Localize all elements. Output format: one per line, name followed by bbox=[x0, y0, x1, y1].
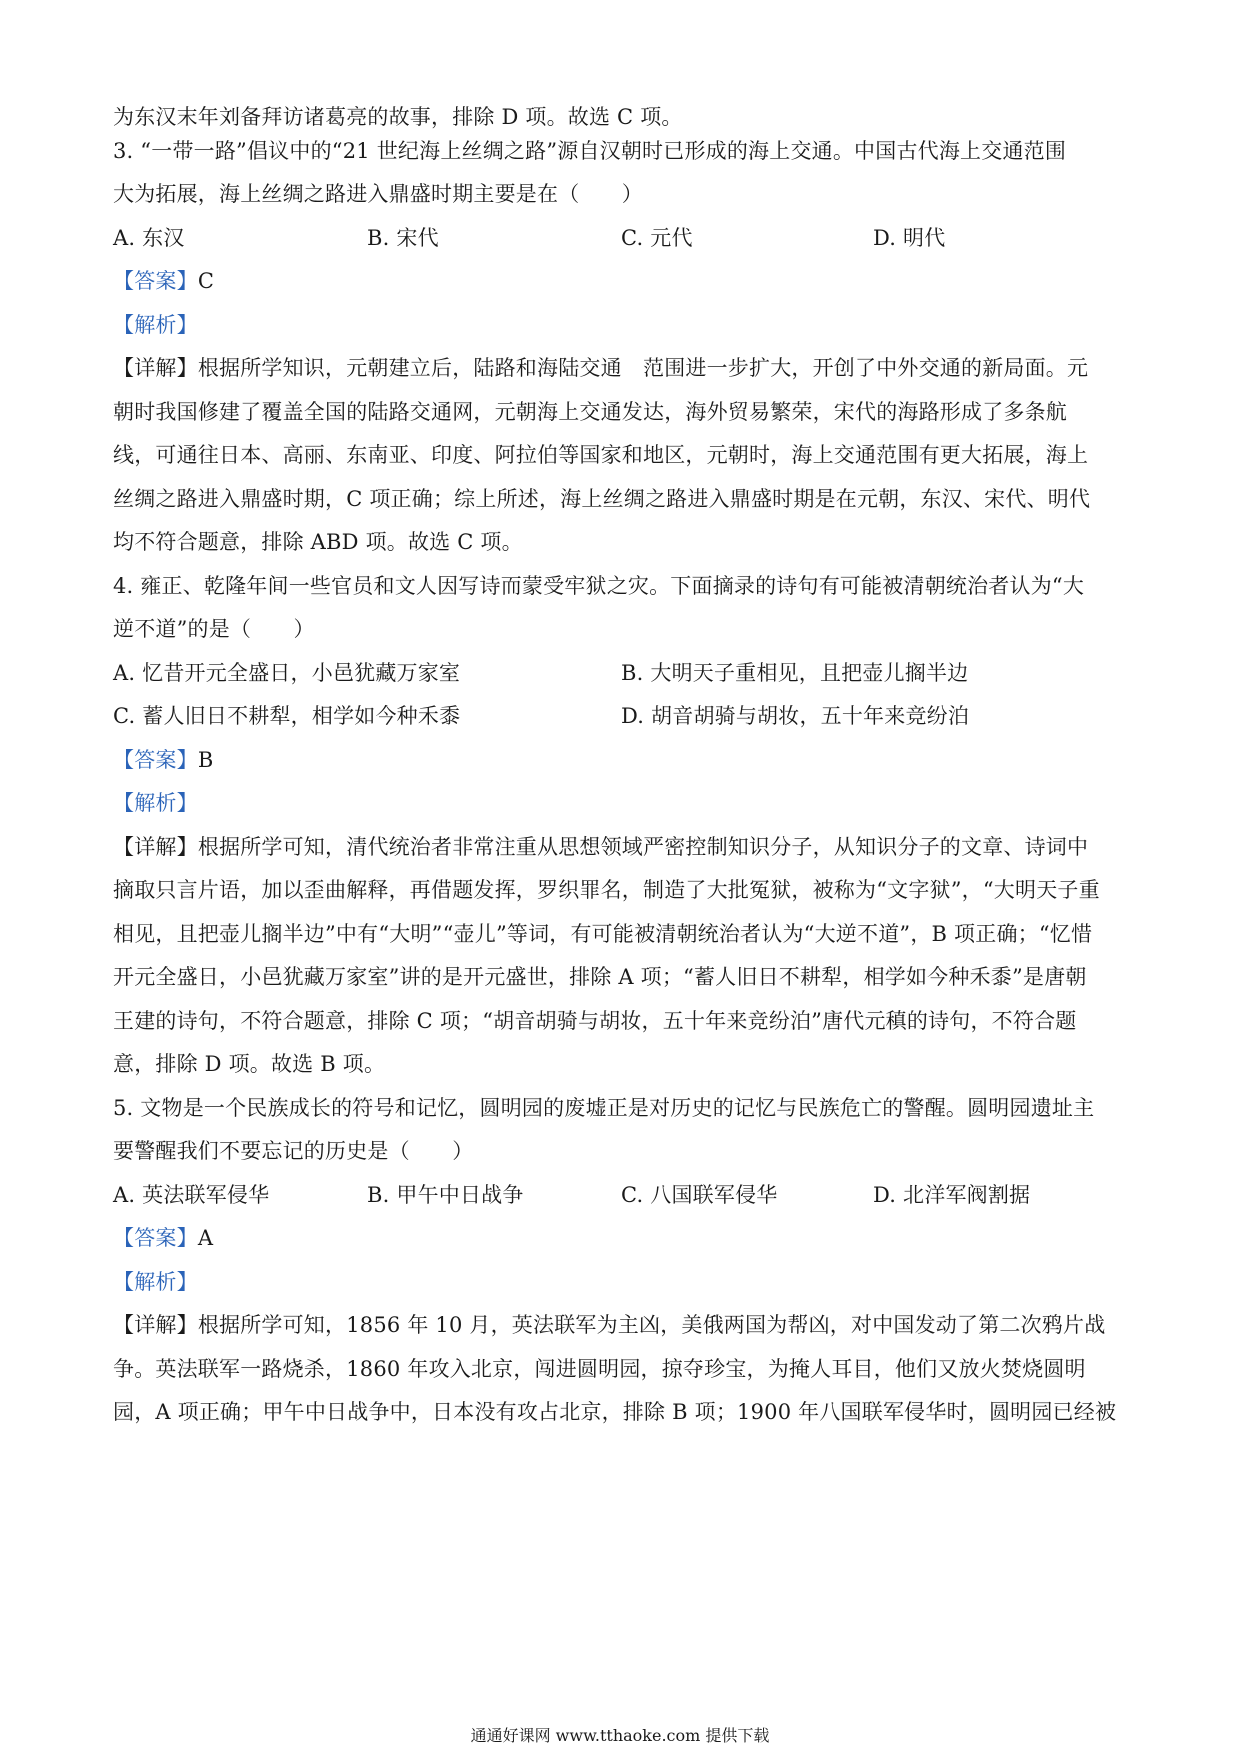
option-b: B. 甲午中日战争 bbox=[367, 1183, 524, 1207]
option-d: D. 北洋军阀割据 bbox=[873, 1183, 1031, 1207]
text-line: 意，排除 D 项。故选 B 项。 bbox=[113, 1052, 386, 1076]
option-a: A. 英法联军侵华 bbox=[113, 1183, 270, 1207]
answer-label: 【答案】 bbox=[113, 1226, 198, 1250]
detail-label: 【详解】 bbox=[113, 1313, 198, 1337]
text-line: 摘取只言片语，加以歪曲解释，再借题发挥，罗织罪名，制造了大批冤狱，被称为“文字狱”，“大明天子重 bbox=[113, 878, 1100, 902]
detail-line: 【详解】根据所学可知，清代统治者非常注重从思想领域严密控制知识分子，从知识分子的文章、诗词中 bbox=[113, 835, 1089, 859]
text-line: 均不符合题意，排除 ABD 项。故选 C 项。 bbox=[113, 530, 523, 554]
detail-line: 【详解】根据所学可知，1856 年 10 月，英法联军为主凶，美俄两国为帮凶，对中国发动了第二次鸦片战 bbox=[113, 1313, 1106, 1337]
text-line: 丝绸之路进入鼎盛时期，C 项正确；综上所述，海上丝绸之路进入鼎盛时期是在元朝，东汉、宋代、明代 bbox=[113, 487, 1091, 511]
text-line: 朝时我国修建了覆盖全国的陆路交通网，元朝海上交通发达，海外贸易繁荣，宋代的海路形成了多条航 bbox=[113, 400, 1067, 424]
question-3-stem-cont: 大为拓展，海上丝绸之路进入鼎盛时期主要是在（ ） bbox=[113, 182, 643, 206]
answer-label: 【答案】 bbox=[113, 748, 198, 772]
option-d: D. 胡音胡骑与胡妆，五十年来竞纷泊 bbox=[621, 704, 970, 728]
answer-line bbox=[113, 267, 1133, 295]
answer-line bbox=[113, 1224, 1133, 1252]
detail-label: 【详解】 bbox=[113, 356, 198, 380]
option-c: C. 元代 bbox=[621, 226, 693, 250]
question-5-stem: 5. 文物是一个民族成长的符号和记忆，圆明园的废墟正是对历史的记忆与民族危亡的警醒。圆明园遗址主 bbox=[113, 1096, 1095, 1120]
text-line: 为东汉末年刘备拜访诸葛亮的故事，排除 D 项。故选 C 项。 bbox=[113, 105, 683, 129]
analysis-label: 【解析】 bbox=[113, 791, 198, 815]
option-a: A. 忆昔开元全盛日，小邑犹藏万家室 bbox=[113, 661, 461, 685]
option-d: D. 明代 bbox=[873, 226, 946, 250]
page-footer: 通通好课网 www.tthaoke.com 提供下载 bbox=[470, 1726, 770, 1745]
answer-value: C bbox=[197, 269, 215, 293]
option-b: B. 宋代 bbox=[367, 226, 439, 250]
answer-value: A bbox=[197, 1226, 214, 1250]
option-c: C. 八国联军侵华 bbox=[621, 1183, 778, 1207]
text-line: 相见，且把壶儿搁半边”中有“大明”“壶儿”等词，有可能被清朝统治者认为“大逆不道”，B 项正确；“忆惜 bbox=[113, 922, 1093, 946]
answer-value: B bbox=[197, 748, 214, 772]
analysis-label: 【解析】 bbox=[113, 1270, 198, 1294]
question-4-stem: 4. 雍正、乾隆年间一些官员和文人因写诗而蒙受牢狱之灾。下面摘录的诗句有可能被清朝统治者认为“大 bbox=[113, 574, 1085, 598]
answer-line bbox=[113, 746, 1133, 774]
question-3-stem: 3. “一带一路”倡议中的“21 世纪海上丝绸之路”源自汉朝时已形成的海上交通。中国古代海上交通范围 bbox=[113, 139, 1067, 163]
detail-label: 【详解】 bbox=[113, 835, 198, 859]
answer-label: 【答案】 bbox=[113, 269, 198, 293]
text-line: 争。英法联军一路烧杀，1860 年攻入北京，闯进圆明园，掠夺珍宝，为掩人耳目，他们又放火焚烧圆明 bbox=[113, 1357, 1086, 1381]
text-line: 线，可通往日本、高丽、东南亚、印度、阿拉伯等国家和地区，元朝时，海上交通范围有更大拓展，海上 bbox=[113, 443, 1089, 467]
detail-line: 【详解】根据所学知识，元朝建立后，陆路和海陆交通 范围进一步扩大，开创了中外交通的新局面。元 bbox=[113, 356, 1089, 380]
analysis-label: 【解析】 bbox=[113, 313, 198, 337]
option-c: C. 蓄人旧日不耕犁，相学如今种禾黍 bbox=[113, 704, 461, 728]
question-4-stem-cont: 逆不道”的是（ ） bbox=[113, 617, 315, 641]
option-b: B. 大明天子重相见，且把壶儿搁半边 bbox=[621, 661, 969, 685]
text-line: 王建的诗句，不符合题意，排除 C 项；“胡音胡骑与胡妆，五十年来竞纷泊”唐代元稹的诗句，不符合题 bbox=[113, 1009, 1077, 1033]
option-a: A. 东汉 bbox=[113, 226, 185, 250]
question-5-stem-cont: 要警醒我们不要忘记的历史是（ ） bbox=[113, 1139, 474, 1163]
text-line: 园，A 项正确；甲午中日战争中，日本没有攻占北京，排除 B 项；1900 年八国联军侵华时，圆明园已经被 bbox=[113, 1400, 1117, 1424]
text-line: 开元全盛日，小邑犹藏万家室”讲的是开元盛世，排除 A 项；“蓄人旧日不耕犁，相学如今种禾黍”是唐朝 bbox=[113, 965, 1087, 989]
